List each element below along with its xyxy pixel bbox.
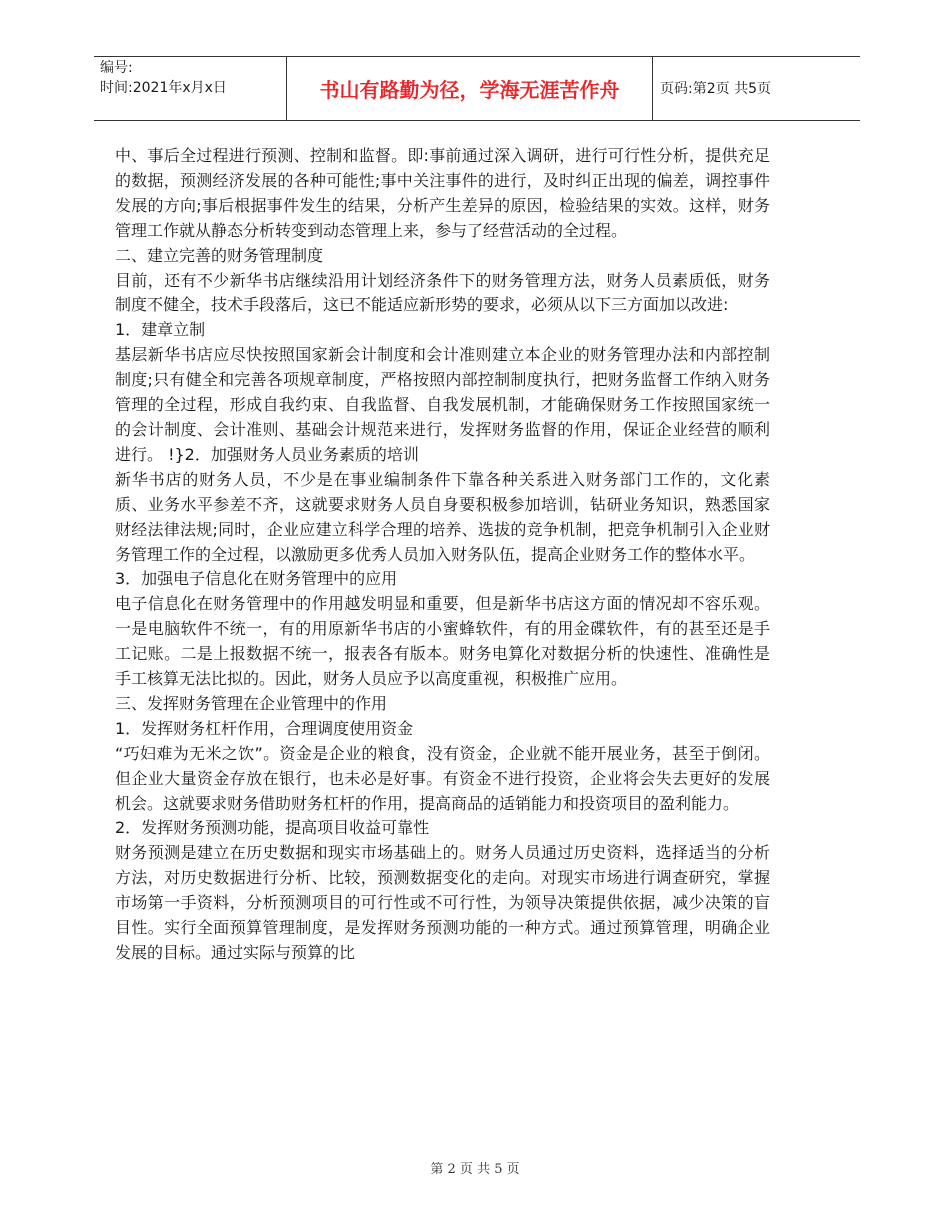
document-number-label: 编号: xyxy=(100,60,133,76)
page-header xyxy=(94,56,860,120)
body-paragraph: 电子信息化在财务管理中的作用越发明显和重要，但是新华书店这方面的情况却不容乐观。一是电脑软件不统一，有的用原新华书店的小蜜蜂软件，有的用金碟软件，有的甚至还是手工记账。二是上报数据不统一，报表各有版本。财务电算化对数据分析的快速性、准确性是手工核算无法比拟的。因此，财务人员应予以高度重视，积极推广应用。 xyxy=(115,594,770,689)
header-bottom-rule xyxy=(94,120,860,121)
page-footer: 第 2 页 共 5 页 xyxy=(430,1162,520,1177)
body-paragraph: 财务预测是建立在历史数据和现实市场基础上的。财务人员通过历史资料，选择适当的分析方法，对历史数据进行分析、比较，预测数据变化的走向。对现实市场进行调查研究，掌握市场第一手资料，分析预测项目的可行性或不可行性，为领导决策提供依据，减少决策的盲目性。实行全面预算管理制度，是发挥财务预测功能的一种方式。通过预算管理，明确企业发展的目标。通过实际与预算的比 xyxy=(115,843,770,962)
subsection-heading: 1．建章立制 xyxy=(115,320,206,340)
header-motto: 书山有路勤为径，学海无涯苦作舟 xyxy=(319,77,620,102)
section-heading: 二、建立完善的财务管理制度 xyxy=(115,245,324,265)
body-paragraph: 基层新华书店应尽快按照国家新会计制度和会计准则建立本企业的财务管理办法和内部控制制度;只有健全和完善各项规章制度，严格按照内部控制制度执行，把财务监督工作纳入财务管理的全过程，形成自我约束、自我监督、自我发展机制，才能确保财务工作按照国家统一的会计制度、会计准则、基础会计规范来进行，发挥财务监督的作用，保证企业经营的顺利进行。 !}2．加强财务人员业务素质的培训 xyxy=(115,345,770,464)
body-paragraph: “巧妇难为无米之饮”。资金是企业的粮食，没有资金，企业就不能开展业务，甚至于倒闭。但企业大量资金存放在银行，也未必是好事。有资金不进行投资，企业将会失去更好的发展机会。这就要求财务借助财务杠杆的作用，提高商品的适销能力和投资项目的盈利能力。 xyxy=(115,743,770,813)
subsection-heading: 2．发挥财务预测功能，提高项目收益可靠性 xyxy=(115,818,430,838)
body-paragraph: 目前，还有不少新华书店继续沿用计划经济条件下的财务管理方法，财务人员素质低，财务制度不健全，技术手段落后，这已不能适应新形势的要求，必须从以下三方面加以改进: xyxy=(115,270,770,315)
subsection-heading: 1．发挥财务杠杆作用，合理调度使用资金 xyxy=(115,718,414,738)
header-page-number: 页码:第2页 共5页 xyxy=(660,81,771,97)
document-body xyxy=(115,144,770,966)
header-info xyxy=(100,58,227,98)
section-heading: 三、发挥财务管理在企业管理中的作用 xyxy=(115,693,388,713)
body-paragraph: 新华书店的财务人员，不少是在事业编制条件下靠各种关系进入财务部门工作的，文化素质、业务水平参差不齐，这就要求财务人员自身要积极参加培训，钻研业务知识，熟悉国家财经法律法规;同时，企业应建立科学合理的培养、选拔的竞争机制，把竞争机制引入企业财务管理工作的全过程，以激励更多优秀人员加入财务队伍，提高企业财务工作的整体水平。 xyxy=(115,469,770,564)
subsection-heading: 3．加强电子信息化在财务管理中的应用 xyxy=(115,569,398,589)
document-date: 时间:2021年x月x日 xyxy=(100,80,227,96)
header-divider-right xyxy=(652,56,653,121)
body-paragraph: 中、事后全过程进行预测、控制和监督。即:事前通过深入调研，进行可行性分析，提供充足的数据，预测经济发展的各种可能性;事中关注事件的进行，及时纠正出现的偏差，调控事件发展的方向;事后根据事件发生的结果，分析产生差异的原因，检验结果的实效。这样，财务管理工作就从静态分析转变到动态管理上来，参与了经营活动的全过程。 xyxy=(115,146,770,240)
